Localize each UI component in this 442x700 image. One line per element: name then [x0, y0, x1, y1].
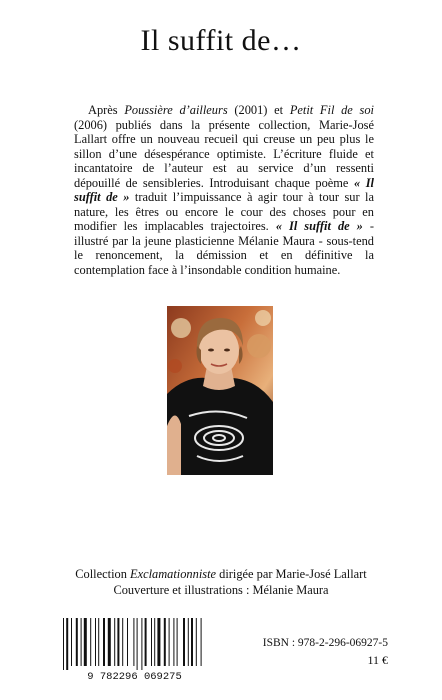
barcode-bar	[66, 618, 68, 670]
barcode-bar	[173, 618, 174, 666]
collection-name: Exclamationniste	[130, 567, 217, 581]
barcode-bar	[81, 618, 82, 666]
barcode-bar	[108, 618, 111, 666]
collection-prefix: Collection	[75, 567, 130, 581]
barcode-bar	[71, 618, 72, 666]
barcode-bar	[90, 618, 91, 666]
collection-director: dirigée par Marie-José Lallart	[216, 567, 367, 581]
barcode-bar	[76, 618, 78, 666]
barcode-bar	[164, 618, 166, 666]
author-photo	[167, 306, 273, 475]
barcode-bar	[188, 618, 189, 666]
barcode-bar	[84, 618, 87, 666]
isbn: ISBN : 978-2-296-06927-5	[262, 637, 388, 649]
barcode-bar	[151, 618, 152, 666]
blurb-text-3: (2006) publiés dans la présente collection, Marie-José Lallart offre un nouveau recueil qui creuse un peu plus le sillon d’une désespérance optimiste. L’écriture fluide et incantatoire de l’auteur est au service d’un ressenti dépouillé de sensibleries. Introduisant chaque poème	[74, 117, 374, 190]
barcode-bar	[141, 618, 142, 670]
barcode-bar	[145, 618, 147, 666]
cover-credit-line: Couverture et illustrations : Mélanie Maura	[113, 583, 329, 597]
barcode-bar	[117, 618, 119, 666]
phrase-il-suffit-de-1: « Il suffit de »	[74, 175, 374, 205]
barcode-bar	[183, 618, 185, 666]
blurb-text-1: Après	[88, 103, 125, 117]
barcode-bar	[63, 618, 64, 670]
book-title-poussiere: Poussière d’ailleurs	[124, 103, 228, 117]
barcode	[61, 616, 208, 682]
book-title-petit-fil: Petit Fil de soi	[289, 103, 374, 117]
barcode-bar	[114, 618, 115, 666]
barcode-bar	[154, 618, 155, 666]
barcode-bar	[122, 618, 123, 666]
barcode-bar	[191, 618, 193, 666]
barcode-bar	[177, 618, 178, 666]
blurb-text-4: traduit l’impuissance à agir tour à tour sur la nature, les êtres ou encore le cour des choses pour en modifier les implacables trajectoires.	[74, 190, 374, 234]
barcode-bar	[127, 618, 128, 666]
barcode-bar	[133, 618, 134, 666]
phrase-il-suffit-de-2: « Il suffit de »	[275, 219, 363, 234]
barcode-bar	[95, 618, 96, 666]
blurb-text-2: (2001) et	[227, 103, 290, 117]
price: 11 €	[367, 653, 388, 667]
barcode-digits: 9 782296 069275	[87, 671, 182, 682]
barcode-bar	[103, 618, 105, 666]
back-cover-blurb	[74, 103, 374, 278]
collection-credits	[0, 566, 442, 598]
barcode-bar	[196, 618, 197, 666]
book-title: Il suffit de…	[140, 24, 302, 57]
barcode-bar	[169, 618, 170, 666]
barcode-bar	[137, 618, 138, 670]
barcode-bar	[157, 618, 160, 666]
barcode-bar	[98, 618, 99, 666]
blurb-text-5: - illustré par la jeune plasticienne Mélanie Maura - sous-tend le renoncement, la démission et en définitive la contemplation face à l’insondable condition humaine.	[74, 219, 374, 278]
collection-line	[0, 566, 442, 582]
barcode-bar	[201, 618, 202, 666]
